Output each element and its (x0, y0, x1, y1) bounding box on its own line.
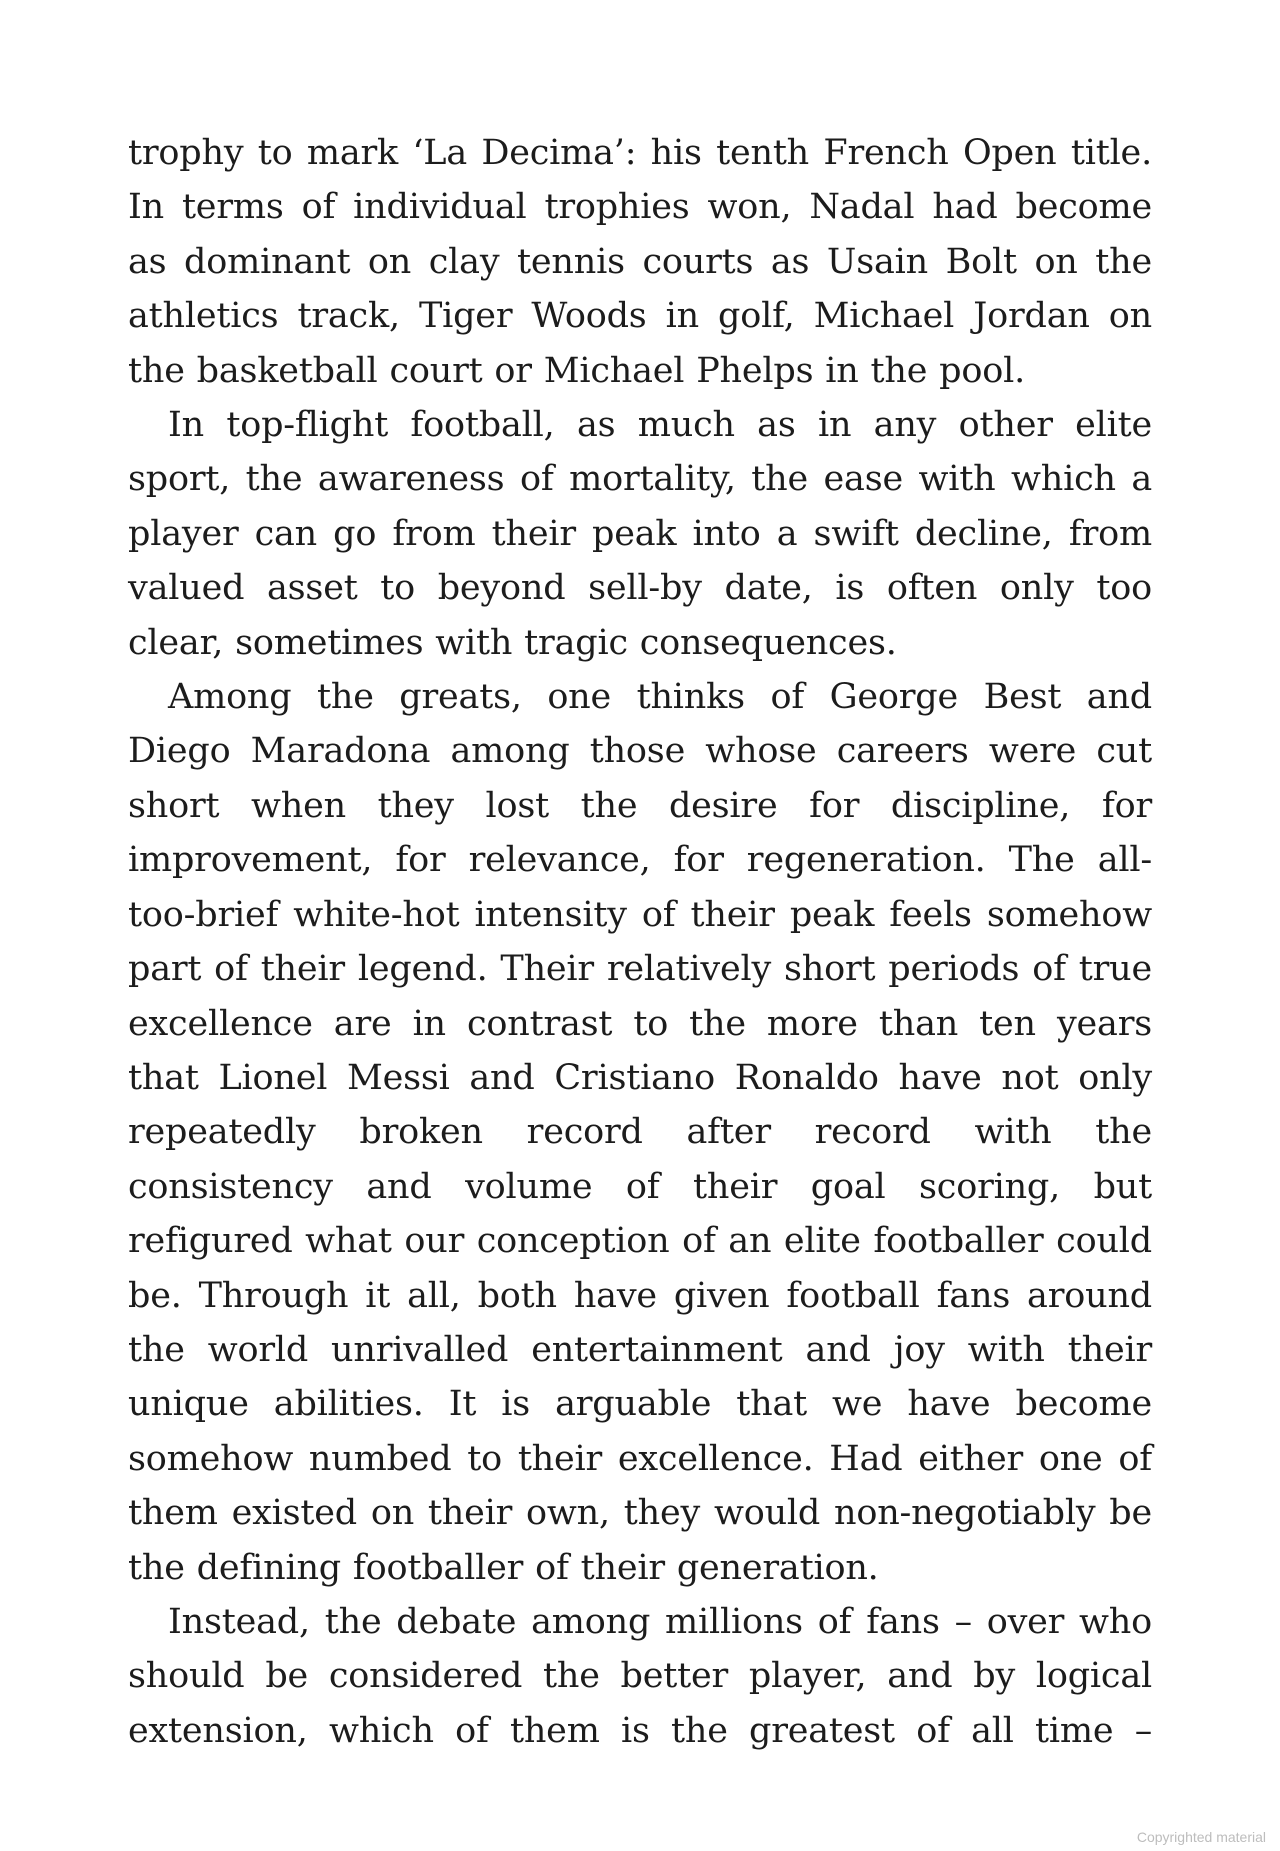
page-body-text (128, 126, 1152, 1758)
paragraph-greats: Among the greats, one thinks of George Best and Diego Maradona among those whose careers were cut short when they lost the desire for discipline, for improvement, for relevance, for regeneration. The all-too-brief white-hot intensity of their peak feels somehow part of their legend. Their relatively short periods of true excellence are in contrast to the more than ten years that Lionel Messi and Cristiano Ronaldo have not only repeatedly broken record after record with the consistency and volume of their goal scoring, but refigured what our conception of an elite footballer could be. Through it all, both have given football fans around the world unrivalled entertainment and joy with their unique abilities. It is arguable that we have become somehow numbed to their excellence. Had either one of them existed on their own, they would non-negotiably be the defining footballer of their generation. (128, 677, 1152, 1588)
paragraph-continuation: trophy to mark ‘La Decima’: his tenth French Open title. In terms of individual trophies won, Nadal had become as dominant on clay tennis courts as Usain Bolt on the athletics track, Tiger Woods in golf, Michael Jordan on the basketball court or Michael Phelps in the pool. (128, 133, 1152, 391)
paragraph-mortality: In top-flight football, as much as in any other elite sport, the awareness of mortality, the ease with which a player can go from their peak into a swift decline, from valued asset to beyond sell-by date, is often only too clear, sometimes with tragic consequences. (128, 405, 1152, 663)
paragraph-debate: Instead, the debate among millions of fans – over who should be considered the better player, and by logical extension, which of them is the greatest of all time – (128, 1601, 1152, 1751)
copyright-watermark: Copyrighted material (1136, 1829, 1266, 1845)
